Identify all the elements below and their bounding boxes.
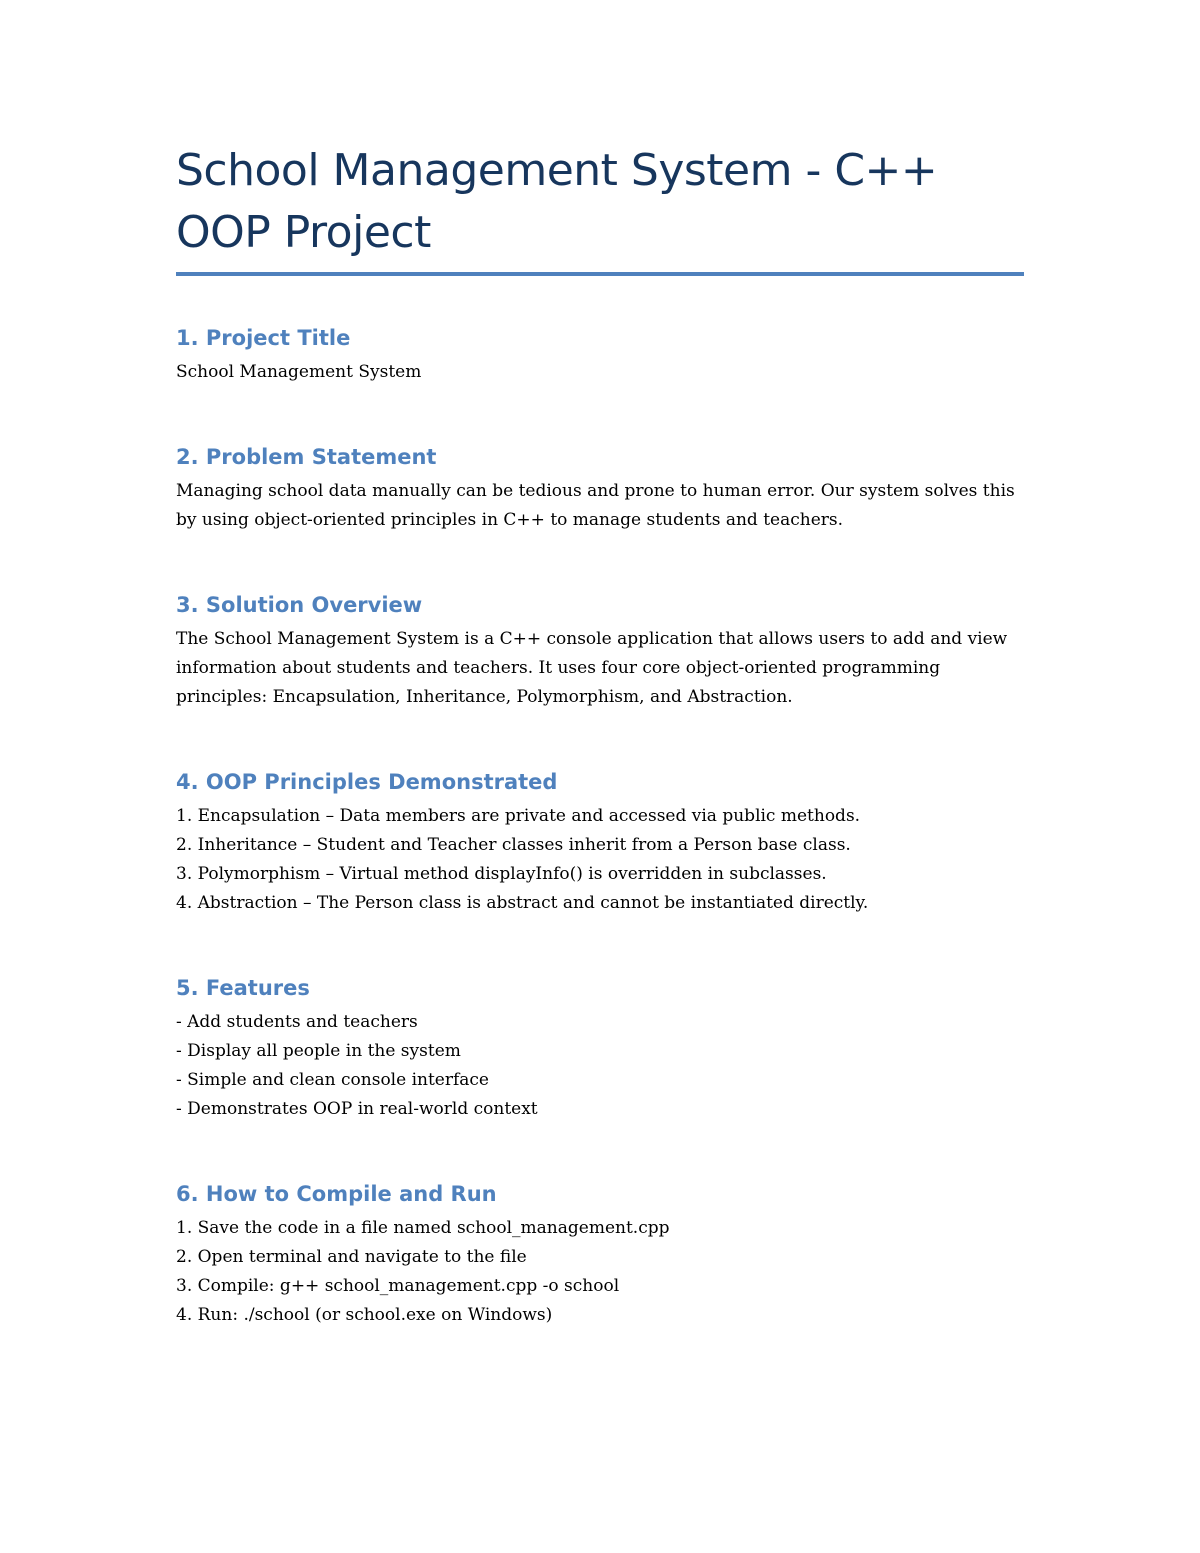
section-heading: 6. How to Compile and Run (176, 1182, 497, 1206)
steps-list (176, 1214, 1024, 1330)
section-compile-run (176, 1180, 1024, 1330)
list-item: 2. Open terminal and navigate to the file (176, 1247, 527, 1267)
section-heading: 3. Solution Overview (176, 593, 423, 617)
section-heading: 5. Features (176, 976, 310, 1000)
list-item: - Simple and clean console interface (176, 1070, 489, 1090)
list-item: - Demonstrates OOP in real-world context (176, 1099, 538, 1119)
list-item: - Display all people in the system (176, 1041, 461, 1061)
principles-list (176, 802, 1024, 918)
section-body: The School Management System is a C++ console application that allows users to add and view information about students and teachers. It uses four core object-oriented programming principles: Encapsulation, Inheritance, Polymorphism, and Abstraction. (176, 629, 1008, 707)
section-solution-overview (176, 591, 1024, 712)
title-underline (176, 272, 1024, 276)
list-item: 1. Encapsulation – Data members are private and accessed via public methods. (176, 806, 861, 826)
document-page (176, 140, 1024, 1330)
section-heading: 4. OOP Principles Demonstrated (176, 770, 558, 794)
section-body: School Management System (176, 362, 422, 382)
section-project-title (176, 324, 1024, 387)
section-heading: 1. Project Title (176, 326, 351, 350)
list-item: 4. Abstraction – The Person class is abstract and cannot be instantiated directly. (176, 893, 869, 913)
list-item: 2. Inheritance – Student and Teacher classes inherit from a Person base class. (176, 835, 851, 855)
list-item: 3. Polymorphism – Virtual method displayInfo() is overridden in subclasses. (176, 864, 827, 884)
section-heading: 2. Problem Statement (176, 445, 437, 469)
section-features (176, 974, 1024, 1124)
list-item: 1. Save the code in a file named school_management.cpp (176, 1218, 670, 1238)
section-oop-principles (176, 768, 1024, 918)
section-body: Managing school data manually can be tedious and prone to human error. Our system solves this by using object-oriented principles in C++ to manage students and teachers. (176, 481, 1015, 530)
list-item: 4. Run: ./school (or school.exe on Windows) (176, 1305, 553, 1325)
features-list (176, 1008, 1024, 1124)
list-item: - Add students and teachers (176, 1012, 418, 1032)
list-item: 3. Compile: g++ school_management.cpp -o school (176, 1276, 620, 1296)
document-title: School Management System - C++ OOP Project (176, 145, 938, 258)
section-problem-statement (176, 443, 1024, 535)
